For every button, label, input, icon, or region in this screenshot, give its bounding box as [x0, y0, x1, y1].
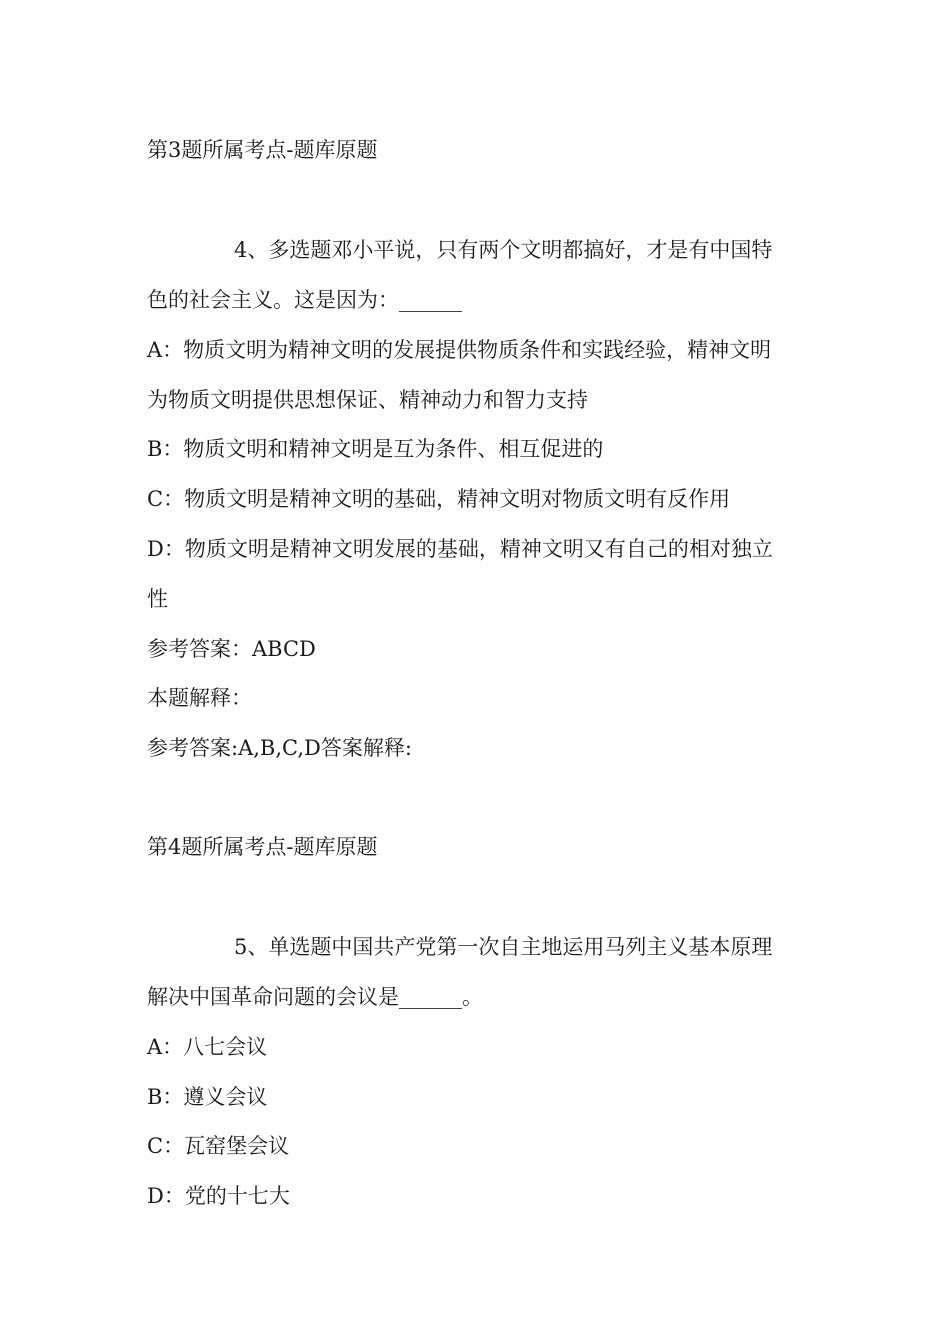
question-4-option-d-line-2: 性 — [147, 587, 168, 611]
question-5-option-d: D：党的十七大 — [147, 1184, 290, 1208]
question-5-option-b: B：遵义会议 — [147, 1085, 268, 1109]
question-4-option-a-line-1: A：物质文明为精神文明的发展提供物质条件和实践经验，精神文明 — [147, 338, 772, 362]
question-4-option-d-line-1: D：物质文明是精神文明发展的基础，精神文明又有自己的相对独立 — [147, 537, 773, 561]
question-4-stem-line-1: 4、多选题邓小平说，只有两个文明都搞好，才是有中国特 — [234, 238, 773, 262]
question-4-stem-line-2: 色的社会主义。这是因为：______ — [147, 288, 462, 312]
topic-line-q3: 第3题所属考点-题库原题 — [147, 138, 378, 162]
question-5-option-a: A：八七会议 — [147, 1035, 268, 1059]
question-4-explanation: 参考答案:A,B,C,D答案解释: — [147, 736, 412, 760]
question-4-option-b: B：物质文明和精神文明是互为条件、相互促进的 — [147, 437, 604, 461]
topic-line-q4: 第4题所属考点-题库原题 — [147, 835, 378, 859]
question-5-option-c: C：瓦窑堡会议 — [147, 1134, 290, 1158]
question-4-answer: 参考答案：ABCD — [147, 637, 316, 661]
question-5-stem-line-1: 5、单选题中国共产党第一次自主地运用马列主义基本原理 — [234, 935, 773, 959]
question-5-stem-line-2: 解决中国革命问题的会议是______。 — [147, 985, 483, 1009]
question-4-explanation-label: 本题解释： — [147, 686, 252, 710]
question-4-option-c: C：物质文明是精神文明的基础，精神文明对物质文明有反作用 — [147, 487, 731, 511]
question-4-option-a-line-2: 为物质文明提供思想保证、精神动力和智力支持 — [147, 388, 588, 412]
